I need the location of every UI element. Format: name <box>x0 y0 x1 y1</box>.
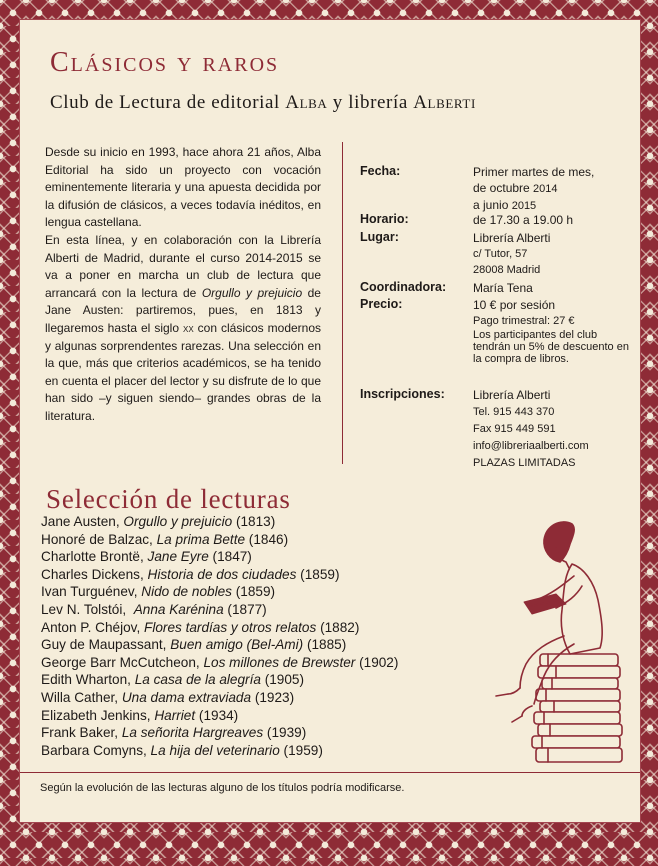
reading-title: La hija del veterinario <box>150 742 280 758</box>
reading-year: (1846) <box>245 531 289 547</box>
reading-year: (1934) <box>195 707 239 723</box>
reading-title: La casa de la alegría <box>134 672 261 688</box>
reading-author: Barbara Comyns, <box>41 742 151 758</box>
reading-item <box>41 707 398 725</box>
reading-year: (1847) <box>208 549 252 565</box>
reading-item <box>41 724 398 742</box>
fecha-line-2 <box>473 180 633 197</box>
fecha-3-text: a junio <box>473 198 512 212</box>
reading-title: Harriet <box>154 707 196 723</box>
footer-note: Según la evolución de las lecturas alguno de los títulos podría modificarse. <box>40 782 405 794</box>
reading-author: Anton P. Chéjov, <box>41 619 145 635</box>
fecha-label: Fecha: <box>360 164 401 178</box>
reading-year: (1859) <box>296 566 340 582</box>
coordinadora-label: Coordinadora: <box>360 280 447 294</box>
reading-year: (1939) <box>263 725 307 741</box>
fecha-2-text: de octubre <box>473 181 534 195</box>
inscripciones-value <box>473 387 633 472</box>
inscripciones-label: Inscripciones: <box>360 387 445 401</box>
reading-year: (1923) <box>251 689 295 705</box>
subtitle-alberti: Alberti <box>413 92 476 113</box>
precio-value <box>473 297 633 365</box>
lugar-value <box>473 230 633 278</box>
precio-line-1: 10 € por sesión <box>473 298 556 312</box>
reading-author: Willa Cather, <box>41 689 122 705</box>
reading-author: Lev N. Tolstói, <box>41 601 134 617</box>
reading-title: Buen amigo (Bel-Ami) <box>170 637 304 653</box>
reading-item <box>41 654 398 672</box>
flyer-subtitle <box>50 92 630 114</box>
reading-author: Guy de Maupassant, <box>41 637 171 653</box>
reading-title: Jane Eyre <box>147 549 209 565</box>
reading-title: Los millones de Brewster <box>203 654 356 670</box>
reading-year: (1882) <box>316 619 360 635</box>
reading-item <box>41 531 398 549</box>
intro-p2-c: con clásicos modernos y algunas sorprendentes rarezas. Una selección en la que, más que criterios académicos, se ha tenido en cuenta el placer del lector y su disfrute de lo que han sido –y siguen siendo– grandes obras de la literatura. <box>45 320 322 423</box>
intro-p2-b: de Jane Austen: partiremos, pues, en 1813 y llegaremos hasta el siglo <box>45 285 321 335</box>
reading-year: (1905) <box>260 672 304 688</box>
reading-item <box>41 601 398 619</box>
reading-year: (1813) <box>232 514 276 529</box>
intro-p2-a: En esta línea, y en colaboración con la Librería Alberti de Madrid, durante el curso 2014-2015 se va a poner en marcha un club de lectura que arrancará con la lectura de <box>45 232 321 300</box>
intro-p2-title: Orgullo y prejuicio <box>201 285 303 300</box>
book-stack-icon <box>532 654 622 762</box>
coordinadora-value: María Tena <box>473 281 533 295</box>
reading-title: Historia de dos ciudades <box>147 566 297 582</box>
insc-email: info@libreriaalberti.com <box>473 440 589 452</box>
insc-limited: PLAZAS LIMITADAS <box>473 457 576 469</box>
reading-item <box>41 671 398 689</box>
reading-item <box>41 548 398 566</box>
intro-p2-century: xx <box>183 320 194 335</box>
intro-paragraph-1: Desde su inicio en 1993, hace ahora 21 años, Alba Editorial ha sido un proyecto con vocación eminentemente literaria y una apuesta decidida por la difusión de clásicos, a veces todavía inéditos, en lengua castellana. <box>45 145 321 230</box>
reading-item <box>41 619 398 637</box>
reading-author: Jane Austen, <box>41 514 124 529</box>
fecha-value <box>473 164 633 214</box>
reading-author: Ivan Turguénev, <box>41 584 142 600</box>
reading-author: Edith Wharton, <box>41 672 135 688</box>
reading-item <box>41 636 398 654</box>
lugar-line-1: Librería Alberti <box>473 231 551 245</box>
reading-year: (1885) <box>303 637 347 653</box>
reading-item <box>41 566 398 584</box>
reading-year: (1877) <box>223 601 267 617</box>
reading-title: Una dama extraviada <box>121 689 252 705</box>
reading-item <box>41 689 398 707</box>
flyer-card <box>20 20 640 822</box>
insc-line-1: Librería Alberti <box>473 388 551 402</box>
reading-title: Nido de nobles <box>141 584 232 600</box>
fecha-line-1: Primer martes de mes, <box>473 165 595 179</box>
reading-year: (1859) <box>231 584 276 600</box>
reading-item <box>41 513 398 531</box>
readings-list <box>41 513 398 759</box>
subtitle-part-1: Club de Lectura de editorial <box>50 92 286 113</box>
intro-paragraph-2 <box>45 232 321 426</box>
subtitle-alba: Alba <box>285 92 328 113</box>
subtitle-part-2: y librería <box>327 92 414 113</box>
precio-line-3: Los participantes del club tendrán un 5% de descuento en la compra de libros. <box>473 329 629 365</box>
readings-title: Selección de lecturas <box>46 484 291 514</box>
lugar-line-3: 28008 Madrid <box>473 264 541 276</box>
insc-phone: Tel. 915 443 370 <box>473 406 555 418</box>
reading-title: La señorita Hargreaves <box>121 725 264 741</box>
precio-line-2: Pago trimestral: 27 € <box>473 315 575 327</box>
reading-item <box>41 583 398 601</box>
reading-author: Elizabeth Jenkins, <box>41 707 155 723</box>
intro-text <box>45 144 321 426</box>
reading-author: Honoré de Balzac, <box>41 531 157 547</box>
reading-title: La prima Bette <box>156 531 246 547</box>
reading-item <box>41 742 398 760</box>
flyer-title: Clásicos y raros <box>50 47 280 78</box>
horario-value: de 17.30 a 19.00 h <box>473 213 574 227</box>
column-divider <box>342 142 343 464</box>
reading-year: (1959) <box>279 742 323 758</box>
reading-title: Flores tardías y otros relatos <box>144 619 317 635</box>
reading-title: Orgullo y prejuicio <box>123 514 233 529</box>
reading-author: Charles Dickens, <box>41 566 148 582</box>
reading-author: Charlotte Brontë, <box>41 549 148 565</box>
fecha-2-year: 2014 <box>533 183 558 195</box>
precio-label: Precio: <box>360 297 403 311</box>
lugar-line-2: c/ Tutor, 57 <box>473 248 528 260</box>
reading-title: Anna Karénina <box>133 601 224 617</box>
reading-woman-illustration <box>468 506 633 768</box>
insc-fax: Fax 915 449 591 <box>473 423 556 435</box>
reading-year: (1902) <box>355 654 399 670</box>
fecha-3-year: 2015 <box>511 200 537 212</box>
footer-divider <box>20 772 640 773</box>
horario-label: Horario: <box>360 212 409 226</box>
lugar-label: Lugar: <box>360 230 399 244</box>
reading-author: Frank Baker, <box>41 725 122 741</box>
reading-author: George Barr McCutcheon, <box>41 654 204 670</box>
